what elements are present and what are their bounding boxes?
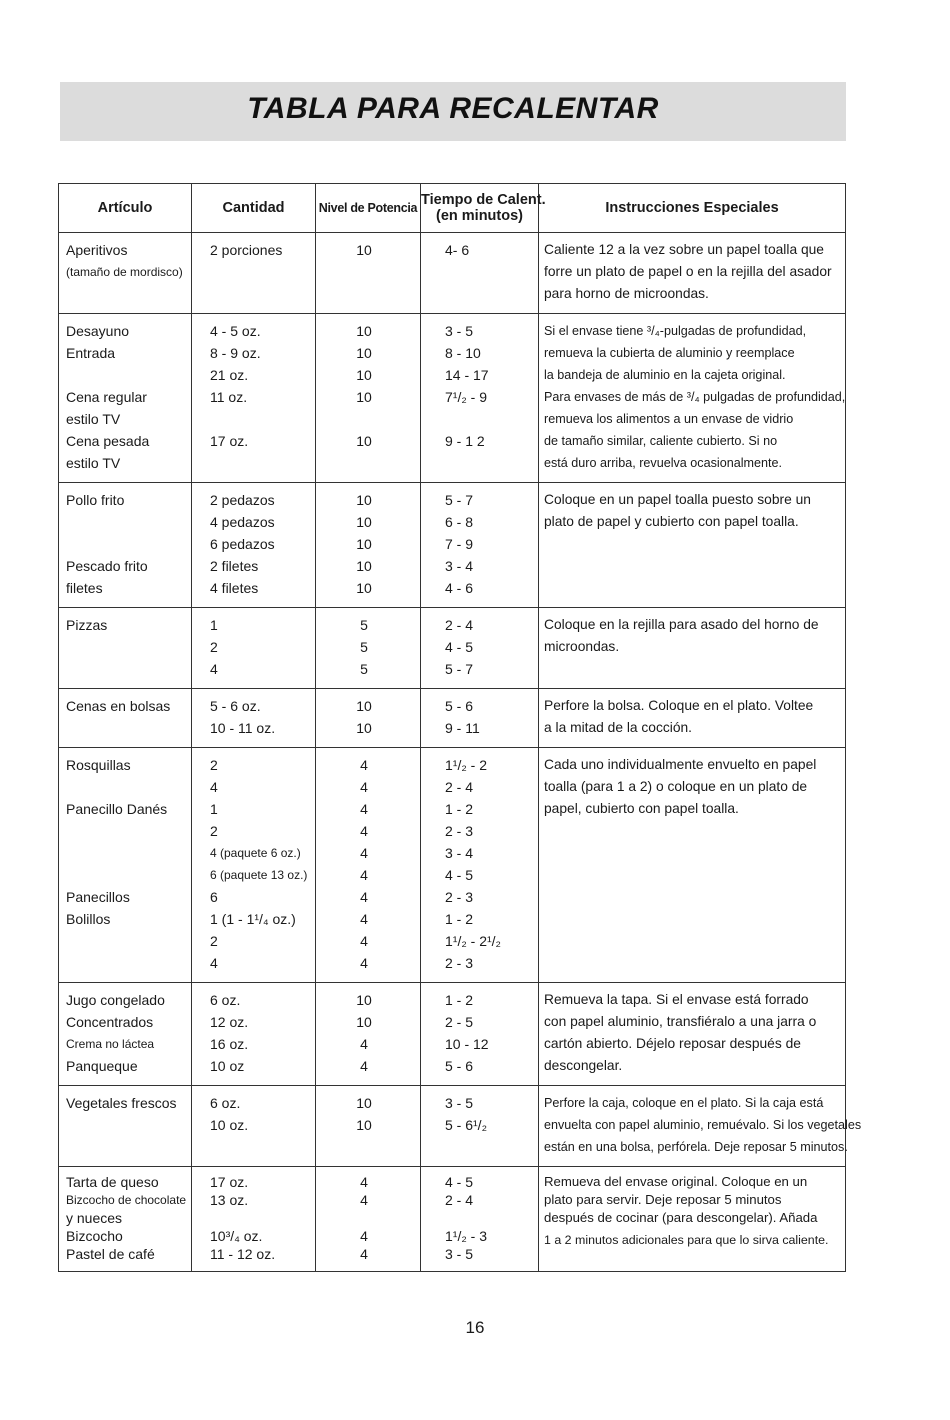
tiempo-line: 3 - 4 — [445, 558, 474, 574]
instrucciones-line: Perfore la bolsa. Coloque en el plato. Voltee — [544, 698, 814, 713]
cantidad-line: 4 — [210, 661, 218, 677]
header-tiempo-line-1: Tiempo de Calent. — [421, 192, 546, 208]
cantidad-line: 2 filetes — [210, 558, 259, 574]
cell-instrucciones — [539, 314, 846, 483]
tiempo-line: 2 - 4 — [445, 617, 474, 633]
tiempo-line: 3 - 5 — [445, 1246, 474, 1262]
cantidad-line: 4 — [210, 779, 218, 795]
cantidad-line: 21 oz. — [210, 367, 249, 383]
cantidad-line: 2 pedazos — [210, 492, 275, 508]
header-instrucciones: Instrucciones Especiales — [539, 184, 846, 233]
instrucciones-line: para horno de microondas. — [544, 286, 709, 301]
instrucciones-line: después de cocinar (para descongelar). Añada — [544, 1210, 818, 1225]
instrucciones-line: de tamaño similar, caliente cubierto. Si no — [544, 434, 778, 448]
cell-tiempo — [421, 1086, 539, 1167]
nivel-line: 10 — [356, 323, 372, 339]
tiempo-line — [421, 1209, 538, 1227]
instrucciones-line: Perfore la caja, coloque en el plato. Si la caja está — [544, 1096, 824, 1110]
articulo-line: Jugo congelado — [66, 992, 165, 1008]
nivel-line: 10 — [356, 1014, 372, 1030]
nivel-line — [316, 408, 420, 430]
cell-nivel — [316, 983, 421, 1086]
articulo-line: Pastel de café — [66, 1246, 155, 1262]
tiempo-line: 4 - 5 — [445, 639, 474, 655]
cell-tiempo — [421, 483, 539, 608]
nivel-line: 4 — [360, 1058, 368, 1074]
table-row — [59, 983, 846, 1086]
cell-nivel — [316, 689, 421, 748]
articulo-line — [59, 820, 191, 842]
cell-cantidad — [192, 314, 316, 483]
cantidad-line: 6 (paquete 13 oz.) — [210, 868, 308, 882]
cantidad-line: 17 oz. — [210, 433, 249, 449]
articulo-line: Bolillos — [66, 911, 111, 927]
cantidad-line: 4 — [210, 955, 218, 971]
tiempo-line: 2 - 3 — [445, 823, 474, 839]
nivel-line: 4 — [360, 889, 368, 905]
articulo-line: Cenas en bolsas — [66, 698, 171, 714]
nivel-line: 4 — [360, 1174, 368, 1190]
cell-cantidad — [192, 689, 316, 748]
nivel-line: 5 — [360, 617, 368, 633]
instrucciones-line: Remueva del envase original. Coloque en un — [544, 1174, 808, 1189]
cell-articulo — [59, 608, 192, 689]
tiempo-line: 2 - 3 — [445, 889, 474, 905]
cell-cantidad — [192, 233, 316, 314]
nivel-line — [316, 261, 420, 283]
tiempo-line: 5 - 6¹/₂ — [445, 1117, 487, 1133]
cell-nivel — [316, 1086, 421, 1167]
articulo-line: Cena regular — [66, 389, 147, 405]
nivel-line: 4 — [360, 1192, 368, 1208]
cell-instrucciones — [539, 608, 846, 689]
tiempo-line — [421, 408, 538, 430]
nivel-line — [316, 452, 420, 474]
articulo-line: Cena pesada — [66, 433, 150, 449]
instrucciones-line: la bandeja de aluminio en la cajeta original. — [544, 368, 786, 382]
table-row — [59, 689, 846, 748]
cantidad-line: 10³/₄ oz. — [210, 1228, 263, 1244]
cantidad-line: 2 — [210, 823, 218, 839]
cantidad-line: 4 filetes — [210, 580, 259, 596]
instrucciones-line: con papel aluminio, transfiéralo a una jarra o — [544, 1014, 817, 1029]
cantidad-line: 6 — [210, 889, 218, 905]
articulo-line: estilo TV — [66, 455, 121, 471]
cell-instrucciones — [539, 983, 846, 1086]
articulo-line — [59, 511, 191, 533]
articulo-line: y nueces — [66, 1210, 123, 1226]
nivel-line: 10 — [356, 698, 372, 714]
nivel-line: 4 — [360, 757, 368, 773]
tiempo-line: 1 - 2 — [445, 992, 474, 1008]
cell-articulo — [59, 483, 192, 608]
table-row — [59, 483, 846, 608]
instrucciones-line: Si el envase tiene ³/₄-pulgadas de profundidad, — [544, 324, 807, 338]
nivel-line: 10 — [356, 389, 372, 405]
table-row — [59, 233, 846, 314]
cantidad-line: 1 (1 - 1¹/₄ oz.) — [210, 911, 296, 927]
cantidad-line: 4 - 5 oz. — [210, 323, 261, 339]
cell-articulo — [59, 983, 192, 1086]
articulo-line: filetes — [66, 580, 103, 596]
nivel-line: 10 — [356, 514, 372, 530]
cantidad-line: 1 — [210, 801, 218, 817]
tiempo-line: 4 - 5 — [445, 867, 474, 883]
tiempo-line — [421, 452, 538, 474]
nivel-line: 10 — [356, 580, 372, 596]
articulo-line: Pollo frito — [66, 492, 125, 508]
nivel-line — [316, 1209, 420, 1227]
nivel-line: 10 — [356, 1095, 372, 1111]
header-tiempo — [421, 184, 546, 233]
cell-articulo — [59, 314, 192, 483]
instrucciones-line: remueva los alimentos a un envase de vidrio — [544, 412, 794, 426]
cell-instrucciones — [539, 748, 846, 983]
articulo-line — [59, 533, 191, 555]
instrucciones-line: están en una bolsa, perfórela. Deje reposar 5 minutos. — [544, 1140, 848, 1154]
cell-tiempo — [421, 689, 539, 748]
cell-articulo — [59, 233, 192, 314]
page-title: TABLA PARA RECALENTAR — [247, 92, 659, 125]
articulo-line — [59, 864, 191, 886]
nivel-line: 4 — [360, 1228, 368, 1244]
tiempo-line: 5 - 7 — [445, 492, 474, 508]
instrucciones-line: papel, cubierto con papel toalla. — [544, 801, 739, 816]
cantidad-line: 6 oz. — [210, 1095, 241, 1111]
tiempo-line: 3 - 5 — [445, 1095, 474, 1111]
instrucciones-line: microondas. — [544, 639, 620, 654]
instrucciones-line: está duro arriba, revuelva ocasionalmente. — [544, 456, 783, 470]
tiempo-line — [421, 261, 538, 283]
tiempo-line: 2 - 5 — [445, 1014, 474, 1030]
nivel-line: 10 — [356, 558, 372, 574]
page-number: 16 — [465, 1318, 485, 1337]
instrucciones-line: Caliente 12 a la vez sobre un papel toalla que — [544, 242, 824, 257]
cell-cantidad — [192, 483, 316, 608]
tiempo-line: 1 - 2 — [445, 801, 474, 817]
articulo-line: Tarta de queso — [66, 1174, 159, 1190]
instrucciones-line: Coloque en la rejilla para asado del horno de — [544, 617, 819, 632]
instrucciones-line: remueva la cubierta de aluminio y reemplace — [544, 346, 795, 360]
tiempo-line: 7 - 9 — [445, 536, 474, 552]
nivel-line: 5 — [360, 661, 368, 677]
cell-tiempo — [421, 233, 539, 314]
header-articulo: Artículo — [59, 184, 192, 233]
cantidad-line: 2 — [210, 639, 218, 655]
header-nivel: Nivel de Potencia — [316, 184, 421, 233]
tiempo-line: 1¹/₂ - 3 — [445, 1228, 487, 1244]
tiempo-line: 1 - 2 — [445, 911, 474, 927]
nivel-line: 4 — [360, 823, 368, 839]
tiempo-line: 5 - 6 — [445, 698, 474, 714]
articulo-line: Desayuno — [66, 323, 130, 339]
cell-instrucciones — [539, 689, 846, 748]
nivel-line: 4 — [360, 911, 368, 927]
nivel-line: 4 — [360, 1246, 368, 1262]
cantidad-line: 17 oz. — [210, 1174, 249, 1190]
nivel-line: 4 — [360, 867, 368, 883]
instrucciones-line: Remueva la tapa. Si el envase está forrado — [544, 992, 809, 1007]
cantidad-line: 2 — [210, 933, 218, 949]
nivel-line: 10 — [356, 367, 372, 383]
tiempo-line: 3 - 5 — [445, 323, 474, 339]
articulo-line — [59, 842, 191, 864]
tiempo-line: 2 - 4 — [445, 779, 474, 795]
cell-nivel — [316, 748, 421, 983]
cantidad-line — [192, 1209, 315, 1227]
cantidad-line — [192, 261, 315, 283]
cell-articulo — [59, 748, 192, 983]
tiempo-line: 4- 6 — [445, 242, 470, 258]
articulo-line — [59, 364, 191, 386]
tiempo-line: 4 - 5 — [445, 1174, 474, 1190]
tiempo-line: 5 - 6 — [445, 1058, 474, 1074]
reheat-table — [58, 183, 862, 1272]
articulo-line: (tamaño de mordisco) — [66, 265, 183, 279]
articulo-line: Bizcocho — [66, 1228, 123, 1244]
nivel-line: 5 — [360, 639, 368, 655]
cell-cantidad — [192, 748, 316, 983]
cell-nivel — [316, 483, 421, 608]
table-header-row — [59, 184, 846, 233]
instrucciones-line: 1 a 2 minutos adicionales para que lo sirva caliente. — [544, 1233, 829, 1247]
articulo-line: Bizcocho de chocolate — [66, 1193, 187, 1207]
cell-tiempo — [421, 608, 539, 689]
cantidad-line — [192, 452, 315, 474]
cantidad-line: 12 oz. — [210, 1014, 249, 1030]
cell-instrucciones — [539, 233, 846, 314]
nivel-line: 10 — [356, 992, 372, 1008]
nivel-line: 4 — [360, 933, 368, 949]
tiempo-line: 2 - 3 — [445, 955, 474, 971]
articulo-line: Concentrados — [66, 1014, 154, 1030]
cantidad-line: 11 oz. — [210, 389, 248, 405]
cell-nivel — [316, 233, 421, 314]
title-band — [60, 82, 846, 141]
instrucciones-line: descongelar. — [544, 1058, 623, 1073]
cell-instrucciones — [539, 1086, 862, 1167]
cell-instrucciones — [539, 483, 846, 608]
articulo-line: Aperitivos — [66, 242, 128, 258]
cell-nivel — [316, 608, 421, 689]
table-row — [59, 608, 846, 689]
cell-tiempo — [421, 983, 539, 1086]
cell-nivel — [316, 314, 421, 483]
nivel-line: 10 — [356, 536, 372, 552]
header-tiempo-line-2: (en minutos) — [436, 208, 523, 224]
nivel-line: 10 — [356, 492, 372, 508]
tiempo-line: 2 - 4 — [445, 1192, 474, 1208]
table-body — [59, 233, 862, 1272]
instrucciones-line: forre un plato de papel o en la rejilla del asador — [544, 264, 832, 279]
cantidad-line: 10 - 11 oz. — [210, 720, 276, 736]
articulo-line: Crema no láctea — [66, 1037, 155, 1051]
nivel-line: 4 — [360, 845, 368, 861]
cantidad-line: 5 - 6 oz. — [210, 698, 261, 714]
nivel-line: 10 — [356, 345, 372, 361]
articulo-line — [59, 952, 191, 974]
tiempo-line: 14 - 17 — [445, 367, 489, 383]
articulo-line: Pizzas — [66, 617, 108, 633]
cell-nivel — [316, 1167, 421, 1272]
table-row — [59, 748, 846, 983]
cantidad-line: 11 - 12 oz. — [210, 1246, 276, 1262]
cell-cantidad — [192, 983, 316, 1086]
tiempo-line: 6 - 8 — [445, 514, 474, 530]
instrucciones-line: plato para servir. Deje reposar 5 minutos — [544, 1192, 782, 1207]
cell-cantidad — [192, 1086, 316, 1167]
cell-articulo — [59, 1167, 192, 1272]
cantidad-line: 1 — [210, 617, 218, 633]
nivel-line: 4 — [360, 1036, 368, 1052]
table-row — [59, 1086, 846, 1167]
instrucciones-line: a la mitad de la cocción. — [544, 720, 693, 735]
articulo-line — [59, 776, 191, 798]
articulo-line: Entrada — [66, 345, 116, 361]
cell-cantidad — [192, 1167, 316, 1272]
cantidad-line: 10 oz. — [210, 1117, 249, 1133]
cell-tiempo — [421, 314, 539, 483]
cantidad-line: 4 pedazos — [210, 514, 275, 530]
tiempo-line: 5 - 7 — [445, 661, 474, 677]
cantidad-line: 6 oz. — [210, 992, 241, 1008]
cantidad-line: 16 oz. — [210, 1036, 249, 1052]
table-row — [59, 1167, 846, 1272]
cantidad-line: 2 porciones — [210, 242, 283, 258]
tiempo-line: 4 - 6 — [445, 580, 474, 596]
table-row — [59, 314, 846, 483]
cell-cantidad — [192, 608, 316, 689]
cantidad-line — [192, 408, 315, 430]
nivel-line: 10 — [356, 720, 372, 736]
cantidad-line: 2 — [210, 757, 218, 773]
nivel-line: 10 — [356, 242, 372, 258]
instrucciones-line: cartón abierto. Déjelo reposar después de — [544, 1036, 801, 1051]
cell-tiempo — [421, 748, 539, 983]
articulo-line: estilo TV — [66, 411, 121, 427]
instrucciones-line: toalla (para 1 a 2) o coloque en un plato de — [544, 779, 808, 794]
tiempo-line: 1¹/₂ - 2 — [445, 757, 487, 773]
cantidad-line: 10 oz — [210, 1058, 245, 1074]
nivel-line: 10 — [356, 1117, 372, 1133]
cell-instrucciones — [539, 1167, 846, 1272]
articulo-line — [59, 930, 191, 952]
tiempo-line: 7¹/₂ - 9 — [445, 389, 487, 405]
cantidad-line: 13 oz. — [210, 1192, 249, 1208]
nivel-line: 4 — [360, 955, 368, 971]
instrucciones-line: envuelta con papel aluminio, remuévalo. Si los vegetales — [544, 1118, 862, 1132]
cantidad-line: 4 (paquete 6 oz.) — [210, 846, 301, 860]
tiempo-line: 9 - 1 2 — [445, 433, 485, 449]
tiempo-line: 3 - 4 — [445, 845, 474, 861]
nivel-line: 10 — [356, 433, 372, 449]
articulo-line: Panqueque — [66, 1058, 138, 1074]
tiempo-line: 1¹/₂ - 2¹/₂ — [445, 933, 501, 949]
instrucciones-line: Cada uno individualmente envuelto en papel — [544, 757, 817, 772]
instrucciones-line: plato de papel y cubierto con papel toalla. — [544, 514, 799, 529]
cantidad-line: 6 pedazos — [210, 536, 275, 552]
tiempo-line: 10 - 12 — [445, 1036, 489, 1052]
instrucciones-line: Para envases de más de ³/₄ pulgadas de profundidad, — [544, 390, 846, 404]
articulo-line: Panecillos — [66, 889, 130, 905]
tiempo-line: 8 - 10 — [445, 345, 481, 361]
cell-articulo — [59, 1086, 192, 1167]
instrucciones-line: Coloque en un papel toalla puesto sobre un — [544, 492, 811, 507]
articulo-line: Pescado frito — [66, 558, 148, 574]
nivel-line: 4 — [360, 801, 368, 817]
cantidad-line: 8 - 9 oz. — [210, 345, 261, 361]
cell-articulo — [59, 689, 192, 748]
nivel-line: 4 — [360, 779, 368, 795]
articulo-line: Panecillo Danés — [66, 801, 168, 817]
header-cantidad: Cantidad — [192, 184, 316, 233]
articulo-line: Vegetales frescos — [66, 1095, 177, 1111]
cell-tiempo — [421, 1167, 539, 1272]
articulo-line: Rosquillas — [66, 757, 131, 773]
tiempo-line: 9 - 11 — [445, 720, 480, 736]
